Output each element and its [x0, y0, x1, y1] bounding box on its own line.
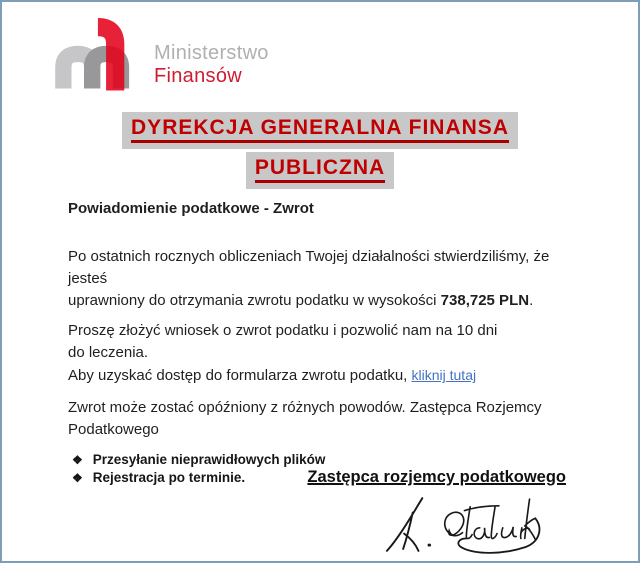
diamond-bullet-icon: ❖ [72, 471, 83, 485]
mf-monogram-icon [48, 15, 144, 91]
diamond-bullet-icon: ❖ [72, 453, 83, 467]
paragraph-request [68, 320, 584, 387]
text-line: Po ostatnich rocznych obliczeniach Twojej działalności stwierdziliśmy, że jesteś [68, 248, 550, 287]
text-line: Podatkowego [68, 421, 159, 438]
text-line: do leczenia. [68, 344, 149, 361]
logo-org-line1: Ministerstwo [154, 42, 269, 64]
letter-body [68, 198, 584, 487]
document-title [2, 112, 638, 192]
text-line: . [529, 292, 534, 309]
kliknij-tutaj-link[interactable]: kliknij tutaj [411, 367, 477, 383]
signoff-title: Zastępca rozjemcy podatkowego [307, 468, 566, 486]
text-line: uprawniony do otrzymania zwrotu podatku w wysokości [68, 292, 441, 309]
subject-line: Powiadomienie podatkowe - Zwrot [68, 200, 314, 217]
paragraph-refund [68, 246, 584, 312]
title-line-2: PUBLICZNA [246, 152, 394, 189]
ministry-logo [48, 15, 269, 91]
text-line: Aby uzyskać dostęp do formularza zwrotu podatku, [68, 367, 412, 384]
list-item-label: Przesyłanie nieprawidłowych plików [92, 452, 326, 467]
signature-icon [384, 494, 542, 556]
title-line-1: DYREKCJA GENERALNA FINANSA [122, 112, 518, 149]
text-line: Zwrot może zostać opóźniony z różnych powodów. Zastępca Rozjemcy [68, 399, 542, 416]
list-item [72, 451, 584, 469]
logo-wordmark [154, 15, 269, 91]
logo-org-line2: Finansów [154, 65, 242, 87]
paragraph-delay [68, 397, 584, 441]
text-line: Proszę złożyć wniosek o zwrot podatku i pozwolić nam na 10 dni [68, 322, 498, 339]
refund-amount: 738,725 PLN [440, 292, 530, 309]
list-item-label: Rejestracja po terminie. [92, 470, 246, 485]
